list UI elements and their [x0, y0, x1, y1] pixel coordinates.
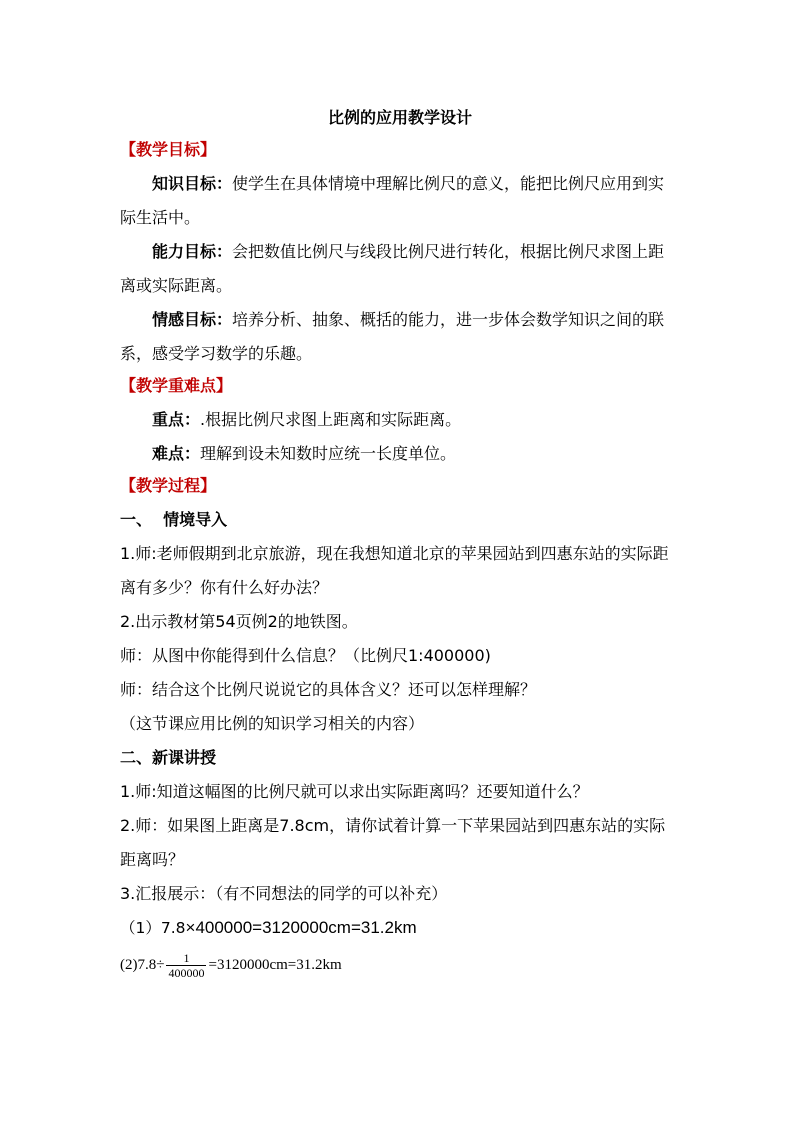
- fraction-denominator: 400000: [168, 966, 205, 981]
- method-1-expression: ×400000=3120000cm=31.2km: [185, 918, 417, 937]
- process-heading: 【教学过程】: [120, 476, 217, 495]
- key-point-label: 重点：: [152, 410, 201, 429]
- ability-objective-label: 能力目标：: [152, 242, 233, 261]
- method-2-suffix: =3120000cm=31.2km: [208, 957, 342, 973]
- method-2: [120, 945, 680, 985]
- part1-line: 2.出示教材第54页例2的地铁图。: [120, 612, 358, 631]
- part1-line: 师：结合这个比例尺说说它的具体含义？还可以怎样理解？: [120, 680, 537, 699]
- emotion-objective: [120, 303, 680, 371]
- knowledge-objective-label: 知识目标：: [152, 174, 233, 193]
- difficulty-point-label: 难点：: [152, 444, 201, 463]
- document-title: 比例的应用教学设计: [327, 108, 472, 127]
- emotion-objective-label: 情感目标：: [152, 310, 233, 329]
- knowledge-objective: [120, 167, 680, 235]
- fraction: [166, 951, 206, 980]
- ability-objective: [120, 235, 680, 303]
- method-2-prefix: (2)7.8÷: [120, 957, 165, 973]
- method-1: [120, 911, 680, 945]
- document-body: [120, 100, 680, 985]
- key-point: [120, 403, 680, 437]
- difficulty-point-text: 理解到设未知数时应统一长度单位。: [200, 444, 457, 463]
- part2-line: 2.师：如果图上距离是7.8cm，请你试着计算一下苹果园站到四惠东站的实际距离吗？: [120, 816, 666, 869]
- part1-line: 师：从图中你能得到什么信息？（比例尺1:400000): [120, 646, 491, 665]
- part1-heading: 一、 情境导入: [120, 510, 228, 529]
- key-points-heading: 【教学重难点】: [120, 376, 233, 395]
- fraction-numerator: 1: [183, 951, 190, 966]
- method-1-prefix: （1）7.8: [120, 919, 186, 937]
- key-point-text: .根据比例尺求图上距离和实际距离。: [200, 410, 462, 429]
- difficulty-point: [120, 437, 680, 471]
- objectives-heading: 【教学目标】: [120, 140, 217, 159]
- part2-line: 3.汇报展示：（有不同想法的同学的可以补充）: [120, 884, 448, 903]
- emotion-objective-text: 培养分析、抽象、概括的能力，进一步体会数学知识之间的联系，感受学习数学的乐趣。: [120, 310, 665, 363]
- part1-line: （这节课应用比例的知识学习相关的内容）: [120, 714, 425, 733]
- ability-objective-text: 会把数值比例尺与线段比例尺进行转化，根据比例尺求图上距离或实际距离。: [120, 242, 665, 295]
- part2-heading: 二、新课讲授: [120, 748, 217, 767]
- knowledge-objective-text: 使学生在具体情境中理解比例尺的意义，能把比例尺应用到实际生活中。: [120, 174, 665, 227]
- part2-line: 1.师:知道这幅图的比例尺就可以求出实际距离吗？还要知道什么？: [120, 782, 589, 801]
- part1-line: 1.师:老师假期到北京旅游，现在我想知道北京的苹果园站到四惠东站的实际距离有多少？你有什么好办法？: [120, 544, 669, 597]
